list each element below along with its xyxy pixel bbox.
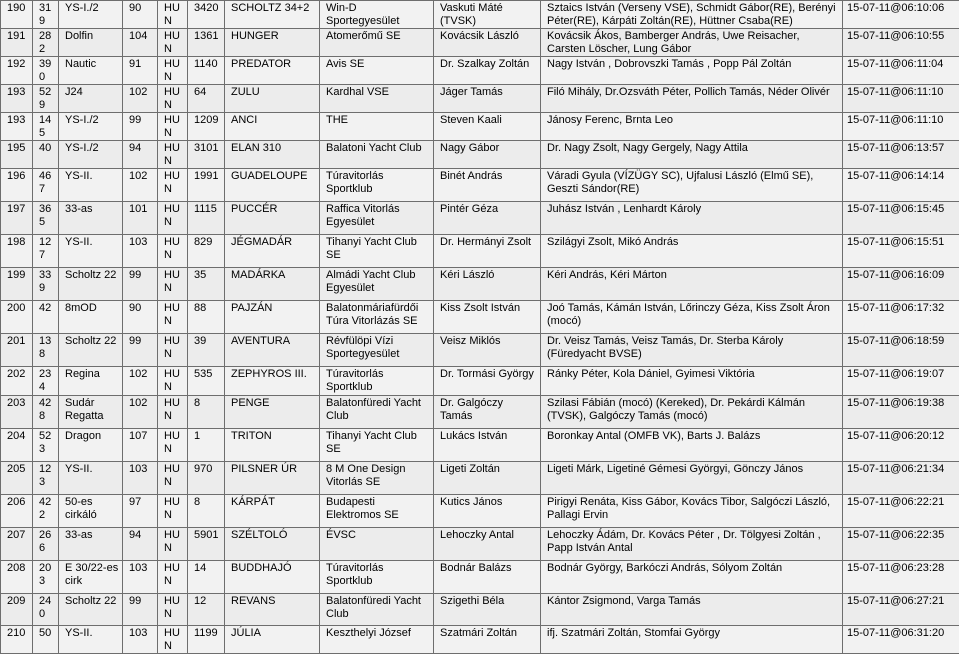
- club-cell: Balatonmáriafürdői Túra Vitorlázás SE: [320, 301, 434, 334]
- boat-name-cell: TRITON: [225, 429, 320, 462]
- table-row: [1, 528, 959, 561]
- nation-cell: HUN: [158, 334, 188, 367]
- yardstick-cell: 102: [123, 367, 158, 396]
- boat-name-cell: GUADELOUPE: [225, 169, 320, 202]
- yardstick-cell: 101: [123, 202, 158, 235]
- crew-cell: Sztaics István (Verseny VSE), Schmidt Gábor(RE), Berényi Péter(RE), Kárpáti Zoltán(RE), Hüttner Csaba(RE): [541, 1, 843, 29]
- owner-cell: Dr. Hermányi Zsolt: [434, 235, 541, 268]
- yardstick-cell: 103: [123, 561, 158, 594]
- boat-name-cell: PUCCÉR: [225, 202, 320, 235]
- finish-time-cell: 15-07-11@06:11:10: [843, 85, 959, 113]
- crew-cell: Ránky Péter, Kola Dániel, Gyimesi Viktória: [541, 367, 843, 396]
- entry-number-cell: 50: [33, 626, 59, 654]
- place-cell: 205: [1, 462, 33, 495]
- club-cell: THE: [320, 113, 434, 141]
- table-row: [1, 367, 959, 396]
- entry-number-cell: 145: [33, 113, 59, 141]
- entry-number-cell: 523: [33, 429, 59, 462]
- yardstick-cell: 102: [123, 85, 158, 113]
- table-row: [1, 169, 959, 202]
- boat-name-cell: BUDDHAJÓ: [225, 561, 320, 594]
- place-cell: 198: [1, 235, 33, 268]
- nation-cell: HUN: [158, 528, 188, 561]
- club-cell: Atomerőmű SE: [320, 29, 434, 57]
- boat-class-cell: J24: [59, 85, 123, 113]
- nation-cell: HUN: [158, 429, 188, 462]
- crew-cell: Kovácsik Ákos, Bamberger András, Uwe Reisacher, Carsten Löscher, Lung Gábor: [541, 29, 843, 57]
- table-row: [1, 462, 959, 495]
- sail-number-cell: 64: [188, 85, 225, 113]
- table-row: [1, 429, 959, 462]
- place-cell: 207: [1, 528, 33, 561]
- finish-time-cell: 15-07-11@06:11:04: [843, 57, 959, 85]
- crew-cell: Kántor Zsigmond, Varga Tamás: [541, 594, 843, 626]
- boat-name-cell: SCHOLTZ 34+2: [225, 1, 320, 29]
- entry-number-cell: 42: [33, 301, 59, 334]
- owner-cell: Binét András: [434, 169, 541, 202]
- crew-cell: Filó Mihály, Dr.Ozsváth Péter, Pollich Tamás, Néder Olivér: [541, 85, 843, 113]
- owner-cell: Nagy Gábor: [434, 141, 541, 169]
- finish-time-cell: 15-07-11@06:11:10: [843, 113, 959, 141]
- place-cell: 200: [1, 301, 33, 334]
- table-row: [1, 594, 959, 626]
- boat-class-cell: 33-as: [59, 528, 123, 561]
- sail-number-cell: 1140: [188, 57, 225, 85]
- nation-cell: HUN: [158, 235, 188, 268]
- sail-number-cell: 1: [188, 429, 225, 462]
- boat-name-cell: ANCI: [225, 113, 320, 141]
- club-cell: Tihanyi Yacht Club SE: [320, 429, 434, 462]
- boat-class-cell: YS-II.: [59, 169, 123, 202]
- owner-cell: Jáger Tamás: [434, 85, 541, 113]
- boat-class-cell: Scholtz 22: [59, 268, 123, 301]
- nation-cell: HUN: [158, 113, 188, 141]
- boat-class-cell: YS-I./2: [59, 113, 123, 141]
- boat-name-cell: AVENTURA: [225, 334, 320, 367]
- owner-cell: Lukács István: [434, 429, 541, 462]
- yardstick-cell: 99: [123, 334, 158, 367]
- boat-name-cell: JÉGMADÁR: [225, 235, 320, 268]
- boat-name-cell: HUNGER: [225, 29, 320, 57]
- place-cell: 190: [1, 1, 33, 29]
- nation-cell: HUN: [158, 367, 188, 396]
- club-cell: Balatonfüredi Yacht Club: [320, 396, 434, 429]
- finish-time-cell: 15-07-11@06:23:28: [843, 561, 959, 594]
- table-row: [1, 626, 959, 654]
- nation-cell: HUN: [158, 1, 188, 29]
- boat-class-cell: YS-I./2: [59, 1, 123, 29]
- table-row: [1, 235, 959, 268]
- place-cell: 199: [1, 268, 33, 301]
- crew-cell: Dr. Veisz Tamás, Veisz Tamás, Dr. Sterba Károly (Füredyacht BVSE): [541, 334, 843, 367]
- crew-cell: Pirigyi Renáta, Kiss Gábor, Kovács Tibor, Salgóczi László, Pallagi Ervin: [541, 495, 843, 528]
- boat-name-cell: PAJZÁN: [225, 301, 320, 334]
- sail-number-cell: 35: [188, 268, 225, 301]
- sail-number-cell: 1361: [188, 29, 225, 57]
- boat-name-cell: PILSNER ÚR: [225, 462, 320, 495]
- table-row: [1, 334, 959, 367]
- entry-number-cell: 339: [33, 268, 59, 301]
- boat-name-cell: ELAN 310: [225, 141, 320, 169]
- club-cell: Almádi Yacht Club Egyesület: [320, 268, 434, 301]
- crew-cell: ifj. Szatmári Zoltán, Stomfai György: [541, 626, 843, 654]
- nation-cell: HUN: [158, 626, 188, 654]
- yardstick-cell: 91: [123, 57, 158, 85]
- club-cell: Túravitorlás Sportklub: [320, 367, 434, 396]
- yardstick-cell: 103: [123, 235, 158, 268]
- nation-cell: HUN: [158, 396, 188, 429]
- boat-class-cell: Dragon: [59, 429, 123, 462]
- crew-cell: Bodnár György, Barkóczi András, Sólyom Zoltán: [541, 561, 843, 594]
- entry-number-cell: 467: [33, 169, 59, 202]
- boat-name-cell: ZEPHYROS III.: [225, 367, 320, 396]
- nation-cell: HUN: [158, 594, 188, 626]
- finish-time-cell: 15-07-11@06:13:57: [843, 141, 959, 169]
- club-cell: Budapesti Elektromos SE: [320, 495, 434, 528]
- club-cell: Win-D Sportegyesület: [320, 1, 434, 29]
- nation-cell: HUN: [158, 301, 188, 334]
- boat-name-cell: PENGE: [225, 396, 320, 429]
- yardstick-cell: 103: [123, 462, 158, 495]
- entry-number-cell: 40: [33, 141, 59, 169]
- sail-number-cell: 970: [188, 462, 225, 495]
- finish-time-cell: 15-07-11@06:20:12: [843, 429, 959, 462]
- boat-class-cell: Scholtz 22: [59, 594, 123, 626]
- club-cell: Kardhal VSE: [320, 85, 434, 113]
- boat-class-cell: YS-II.: [59, 626, 123, 654]
- sail-number-cell: 3420: [188, 1, 225, 29]
- nation-cell: HUN: [158, 561, 188, 594]
- yardstick-cell: 103: [123, 626, 158, 654]
- table-row: [1, 396, 959, 429]
- boat-class-cell: Scholtz 22: [59, 334, 123, 367]
- yardstick-cell: 94: [123, 141, 158, 169]
- club-cell: Túravitorlás Sportklub: [320, 561, 434, 594]
- nation-cell: HUN: [158, 169, 188, 202]
- boat-name-cell: SZÉLTOLÓ: [225, 528, 320, 561]
- place-cell: 203: [1, 396, 33, 429]
- crew-cell: Ligeti Márk, Ligetiné Gémesi Györgyi, Gönczy János: [541, 462, 843, 495]
- place-cell: 202: [1, 367, 33, 396]
- table-row: [1, 57, 959, 85]
- boat-class-cell: YS-II.: [59, 235, 123, 268]
- entry-number-cell: 422: [33, 495, 59, 528]
- boat-class-cell: YS-II.: [59, 462, 123, 495]
- table-row: [1, 113, 959, 141]
- finish-time-cell: 15-07-11@06:14:14: [843, 169, 959, 202]
- place-cell: 209: [1, 594, 33, 626]
- club-cell: 8 M One Design Vitorlás SE: [320, 462, 434, 495]
- nation-cell: HUN: [158, 462, 188, 495]
- club-cell: Raffica Vitorlás Egyesület: [320, 202, 434, 235]
- entry-number-cell: 240: [33, 594, 59, 626]
- entry-number-cell: 282: [33, 29, 59, 57]
- table-row: [1, 85, 959, 113]
- finish-time-cell: 15-07-11@06:27:21: [843, 594, 959, 626]
- boat-class-cell: 50-es cirkáló: [59, 495, 123, 528]
- sail-number-cell: 8: [188, 495, 225, 528]
- boat-name-cell: REVANS: [225, 594, 320, 626]
- boat-class-cell: 8mOD: [59, 301, 123, 334]
- results-body: [1, 1, 959, 654]
- boat-name-cell: MADÁRKA: [225, 268, 320, 301]
- entry-number-cell: 529: [33, 85, 59, 113]
- place-cell: 193: [1, 113, 33, 141]
- nation-cell: HUN: [158, 202, 188, 235]
- boat-name-cell: PREDATOR: [225, 57, 320, 85]
- crew-cell: Kéri András, Kéri Márton: [541, 268, 843, 301]
- place-cell: 201: [1, 334, 33, 367]
- crew-cell: Váradi Gyula (VÍZÜGY SC), Ujfalusi László (Elmű SE), Geszti Sándor(RE): [541, 169, 843, 202]
- sail-number-cell: 829: [188, 235, 225, 268]
- nation-cell: HUN: [158, 57, 188, 85]
- club-cell: Balatonfüredi Yacht Club: [320, 594, 434, 626]
- table-row: [1, 141, 959, 169]
- owner-cell: Dr. Galgóczy Tamás: [434, 396, 541, 429]
- finish-time-cell: 15-07-11@06:15:45: [843, 202, 959, 235]
- boat-class-cell: Regina: [59, 367, 123, 396]
- table-row: [1, 29, 959, 57]
- sail-number-cell: 12: [188, 594, 225, 626]
- place-cell: 210: [1, 626, 33, 654]
- yardstick-cell: 99: [123, 113, 158, 141]
- club-cell: Túravitorlás Sportklub: [320, 169, 434, 202]
- owner-cell: Ligeti Zoltán: [434, 462, 541, 495]
- sail-number-cell: 14: [188, 561, 225, 594]
- owner-cell: Veisz Miklós: [434, 334, 541, 367]
- boat-class-cell: E 30/22-es cirk: [59, 561, 123, 594]
- table-row: [1, 202, 959, 235]
- crew-cell: Jánosy Ferenc, Brnta Leo: [541, 113, 843, 141]
- yardstick-cell: 102: [123, 169, 158, 202]
- owner-cell: Vaskuti Máté (TVSK): [434, 1, 541, 29]
- yardstick-cell: 102: [123, 396, 158, 429]
- table-row: [1, 495, 959, 528]
- entry-number-cell: 266: [33, 528, 59, 561]
- boat-name-cell: KÁRPÁT: [225, 495, 320, 528]
- table-row: [1, 268, 959, 301]
- yardstick-cell: 107: [123, 429, 158, 462]
- crew-cell: Boronkay Antal (OMFB VK), Barts J. Balázs: [541, 429, 843, 462]
- place-cell: 197: [1, 202, 33, 235]
- finish-time-cell: 15-07-11@06:21:34: [843, 462, 959, 495]
- table-row: [1, 1, 959, 29]
- place-cell: 196: [1, 169, 33, 202]
- boat-name-cell: ZULU: [225, 85, 320, 113]
- crew-cell: Juhász István , Lenhardt Károly: [541, 202, 843, 235]
- owner-cell: Kovácsik László: [434, 29, 541, 57]
- club-cell: Tihanyi Yacht Club SE: [320, 235, 434, 268]
- table-row: [1, 301, 959, 334]
- place-cell: 192: [1, 57, 33, 85]
- finish-time-cell: 15-07-11@06:17:32: [843, 301, 959, 334]
- boat-class-cell: Dolfin: [59, 29, 123, 57]
- finish-time-cell: 15-07-11@06:18:59: [843, 334, 959, 367]
- finish-time-cell: 15-07-11@06:16:09: [843, 268, 959, 301]
- place-cell: 204: [1, 429, 33, 462]
- table-row: [1, 561, 959, 594]
- club-cell: ÉVSC: [320, 528, 434, 561]
- yardstick-cell: 97: [123, 495, 158, 528]
- owner-cell: Kutics János: [434, 495, 541, 528]
- yardstick-cell: 94: [123, 528, 158, 561]
- sail-number-cell: 1115: [188, 202, 225, 235]
- crew-cell: Szilasi Fábián (mocó) (Kereked), Dr. Pekárdi Kálmán (TVSK), Galgóczy Tamás (mocó): [541, 396, 843, 429]
- nation-cell: HUN: [158, 141, 188, 169]
- finish-time-cell: 15-07-11@06:19:07: [843, 367, 959, 396]
- place-cell: 193: [1, 85, 33, 113]
- owner-cell: Szatmári Zoltán: [434, 626, 541, 654]
- owner-cell: Dr. Szalkay Zoltán: [434, 57, 541, 85]
- owner-cell: Szigethi Béla: [434, 594, 541, 626]
- nation-cell: HUN: [158, 495, 188, 528]
- club-cell: Keszthelyi József: [320, 626, 434, 654]
- yardstick-cell: 90: [123, 301, 158, 334]
- finish-time-cell: 15-07-11@06:10:55: [843, 29, 959, 57]
- entry-number-cell: 203: [33, 561, 59, 594]
- place-cell: 191: [1, 29, 33, 57]
- place-cell: 208: [1, 561, 33, 594]
- entry-number-cell: 365: [33, 202, 59, 235]
- yardstick-cell: 99: [123, 268, 158, 301]
- nation-cell: HUN: [158, 268, 188, 301]
- owner-cell: Kéri László: [434, 268, 541, 301]
- finish-time-cell: 15-07-11@06:19:38: [843, 396, 959, 429]
- crew-cell: Szilágyi Zsolt, Mikó András: [541, 235, 843, 268]
- yardstick-cell: 99: [123, 594, 158, 626]
- sail-number-cell: 88: [188, 301, 225, 334]
- finish-time-cell: 15-07-11@06:31:20: [843, 626, 959, 654]
- sail-number-cell: 39: [188, 334, 225, 367]
- finish-time-cell: 15-07-11@06:22:35: [843, 528, 959, 561]
- club-cell: Balatoni Yacht Club: [320, 141, 434, 169]
- sail-number-cell: 1209: [188, 113, 225, 141]
- finish-time-cell: 15-07-11@06:15:51: [843, 235, 959, 268]
- owner-cell: Pintér Géza: [434, 202, 541, 235]
- club-cell: Révfülöpi Vízi Sportegyesület: [320, 334, 434, 367]
- boat-class-cell: YS-I./2: [59, 141, 123, 169]
- owner-cell: Kiss Zsolt István: [434, 301, 541, 334]
- nation-cell: HUN: [158, 29, 188, 57]
- yardstick-cell: 104: [123, 29, 158, 57]
- sail-number-cell: 8: [188, 396, 225, 429]
- club-cell: Avis SE: [320, 57, 434, 85]
- owner-cell: Lehoczky Antal: [434, 528, 541, 561]
- crew-cell: Nagy István , Dobrovszki Tamás , Popp Pál Zoltán: [541, 57, 843, 85]
- finish-time-cell: 15-07-11@06:10:06: [843, 1, 959, 29]
- yardstick-cell: 90: [123, 1, 158, 29]
- sail-number-cell: 535: [188, 367, 225, 396]
- crew-cell: Joó Tamás, Kámán István, Lőrinczy Géza, Kiss Zsolt Áron (mocó): [541, 301, 843, 334]
- entry-number-cell: 123: [33, 462, 59, 495]
- sail-number-cell: 5901: [188, 528, 225, 561]
- place-cell: 195: [1, 141, 33, 169]
- finish-time-cell: 15-07-11@06:22:21: [843, 495, 959, 528]
- owner-cell: Steven Kaali: [434, 113, 541, 141]
- boat-class-cell: Sudár Regatta: [59, 396, 123, 429]
- entry-number-cell: 390: [33, 57, 59, 85]
- place-cell: 206: [1, 495, 33, 528]
- owner-cell: Dr. Tormási György: [434, 367, 541, 396]
- sail-number-cell: 3101: [188, 141, 225, 169]
- boat-class-cell: Nautic: [59, 57, 123, 85]
- entry-number-cell: 138: [33, 334, 59, 367]
- sail-number-cell: 1199: [188, 626, 225, 654]
- sail-number-cell: 1991: [188, 169, 225, 202]
- crew-cell: Lehoczky Ádám, Dr. Kovács Péter , Dr. Tölgyesi Zoltán , Papp István Antal: [541, 528, 843, 561]
- nation-cell: HUN: [158, 85, 188, 113]
- entry-number-cell: 234: [33, 367, 59, 396]
- entry-number-cell: 319: [33, 1, 59, 29]
- boat-name-cell: JÚLIA: [225, 626, 320, 654]
- entry-number-cell: 127: [33, 235, 59, 268]
- crew-cell: Dr. Nagy Zsolt, Nagy Gergely, Nagy Attila: [541, 141, 843, 169]
- owner-cell: Bodnár Balázs: [434, 561, 541, 594]
- entry-number-cell: 428: [33, 396, 59, 429]
- boat-class-cell: 33-as: [59, 202, 123, 235]
